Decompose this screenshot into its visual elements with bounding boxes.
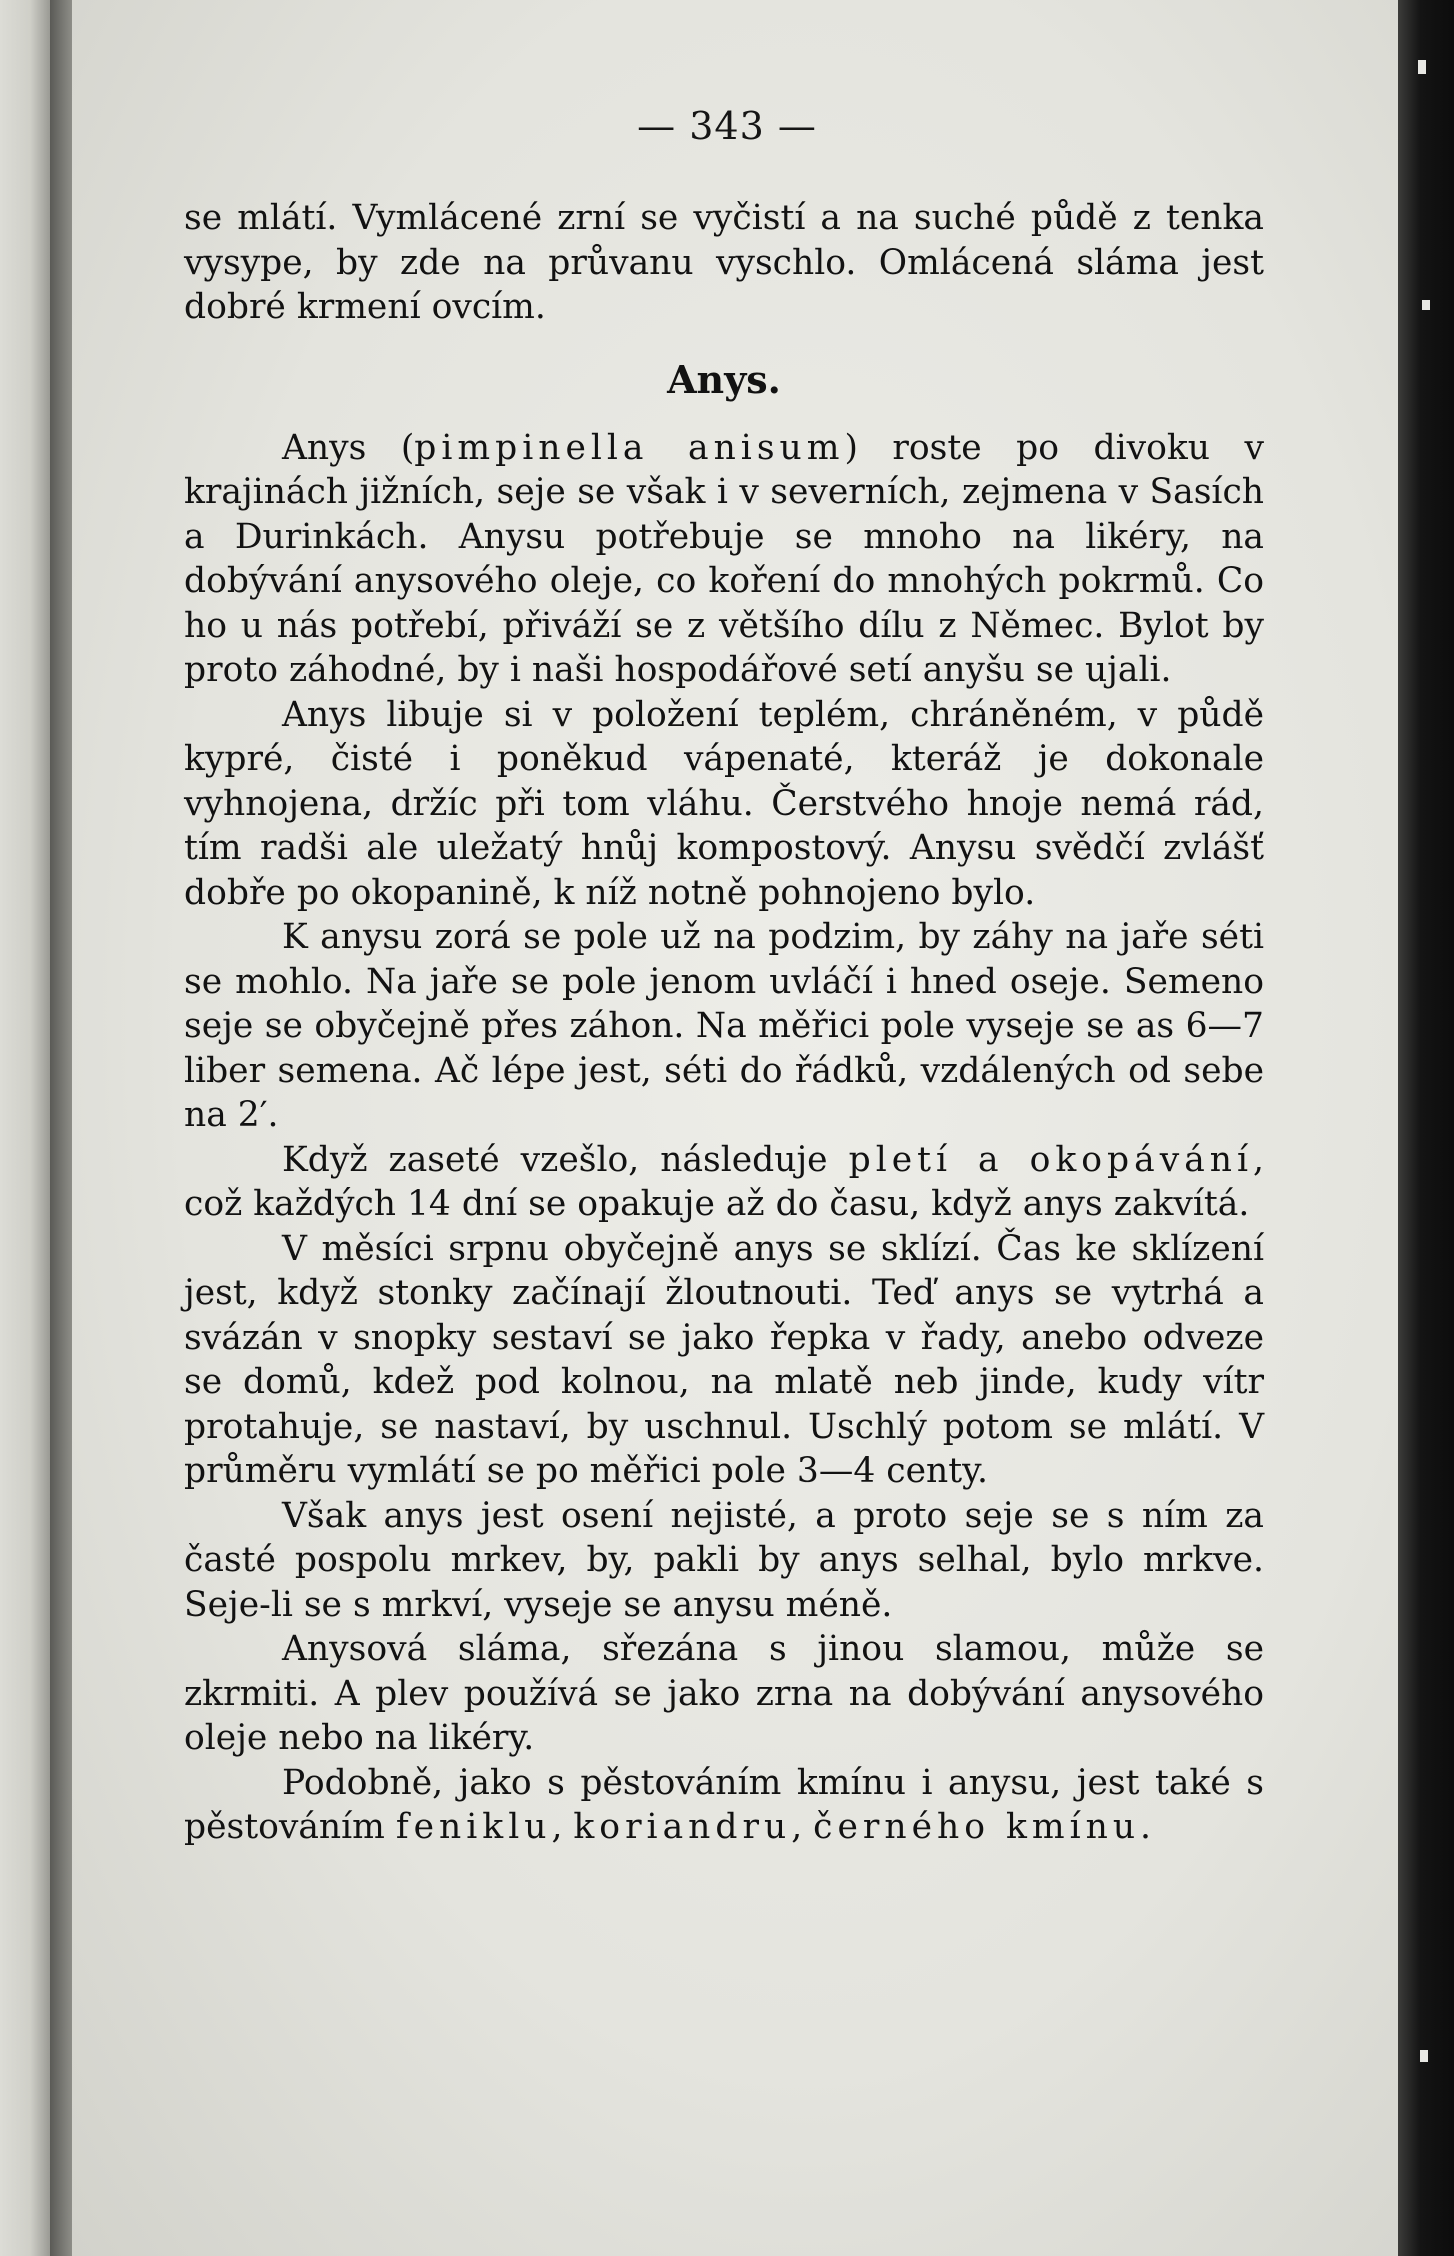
emphasis-term: černého kmínu (813, 1807, 1141, 1847)
paragraph-risk: Však anys jest osení nejisté, a proto seje se s ním za časté pospolu mrkev, by, pakli by anys selhal, bylo mrkve. Seje-li se s mrkví, vyseje se anysu méně. (184, 1495, 1264, 1625)
text-run: , (791, 1807, 814, 1847)
paragraph-intro (184, 426, 1264, 693)
emphasis-term: koriandru (573, 1807, 792, 1847)
text-run: ) roste po divoku v krajinách jižních, seje se však i v severních, zejmena v Sasích a Durinkách. Anysu potřebuje se mnoho na likéry, na dobývání anysového oleje, co koření do mnohých pokrmů. Co ho u nás potřebí, přiváží se z většího dílu z Němec. Bylot by proto záhodné, by i naši hospodářové setí anyšu se ujali. (184, 427, 1264, 690)
paragraph-soil: Anys libuje si v položení teplém, chráněném, v půdě kypré, čisté i poněkud vápenaté, kteráž je dokonale vyhnojena, držíc při tom vláhu. Čerstvého hnoje nemá rád, tím radši ale uležatý hnůj kompostový. Anysu svědčí zvlášť dobře po okopanině, k níž notně pohnojeno bylo. (184, 694, 1264, 913)
edge-speck (1422, 300, 1430, 310)
latin-name: pimpinella anisum (414, 427, 845, 468)
binding-shadow (50, 0, 72, 2256)
text-run: , což každých 14 dní se opakuje až do času, když anys zakvítá. (184, 1139, 1264, 1224)
text-run: . (1140, 1807, 1152, 1847)
text-run: , (551, 1807, 574, 1847)
text-run: Anys ( (282, 427, 415, 468)
body-text (184, 196, 1264, 1850)
paragraph-care (184, 1138, 1264, 1227)
emphasis-term: feniklu (395, 1807, 552, 1847)
edge-speck (1420, 2050, 1428, 2062)
text-run: Podobně, jako s pěstováním kmínu i anysu, jest také s pěstováním (184, 1762, 1264, 1847)
edge-speck (1418, 60, 1426, 74)
section-heading: Anys. (667, 356, 781, 402)
paragraph-harvest: V měsíci srpnu obyčejně anys se sklízí. Čas ke sklízení jest, když stonky začínají žloutnouti. Teď anys se vytrhá a svázán v snopky sestaví se jako řepka v řady, anebo odveze se domů, kdež pod kolnou, na mlatě neb jinde, kudy vítr protahuje, se nastaví, by uschnul. Uschlý potom se mlátí. V průměru vymlátí se po měřici pole 3—4 centy. (184, 1228, 1264, 1491)
text-run: Když zaseté vzešlo, následuje (282, 1139, 849, 1180)
adjacent-page-edge (0, 0, 50, 2256)
paragraph-sowing: K anysu zorá se pole už na podzim, by záhy na jaře séti se mohlo. Na jaře se pole jenom uvláčí i hned oseje. Semeno seje se obyčejně přes záhon. Na měřici pole vyseje se as 6—7 liber semena. Ač lépe jest, séti do řádků, vzdálených od sebe na 2′. (184, 917, 1264, 1135)
paragraph-similar (184, 1761, 1264, 1850)
emphasis-term: pletí a okopávání (848, 1139, 1254, 1180)
page-number: — 343 — (637, 104, 817, 148)
page-edge-dark (1398, 0, 1454, 2256)
paragraph-continuation: se mlátí. Vymlácené zrní se vyčistí a na suché půdě z tenka vysype, by zde na průvanu vyschlo. Omlácená sláma jest dobré krmení ovcím. (184, 198, 1264, 327)
paragraph-straw: Anysová sláma, sřezána s jinou slamou, může se zkrmiti. A plev používá se jako zrna na dobývání anysového oleje nebo na likéry. (184, 1629, 1264, 1758)
